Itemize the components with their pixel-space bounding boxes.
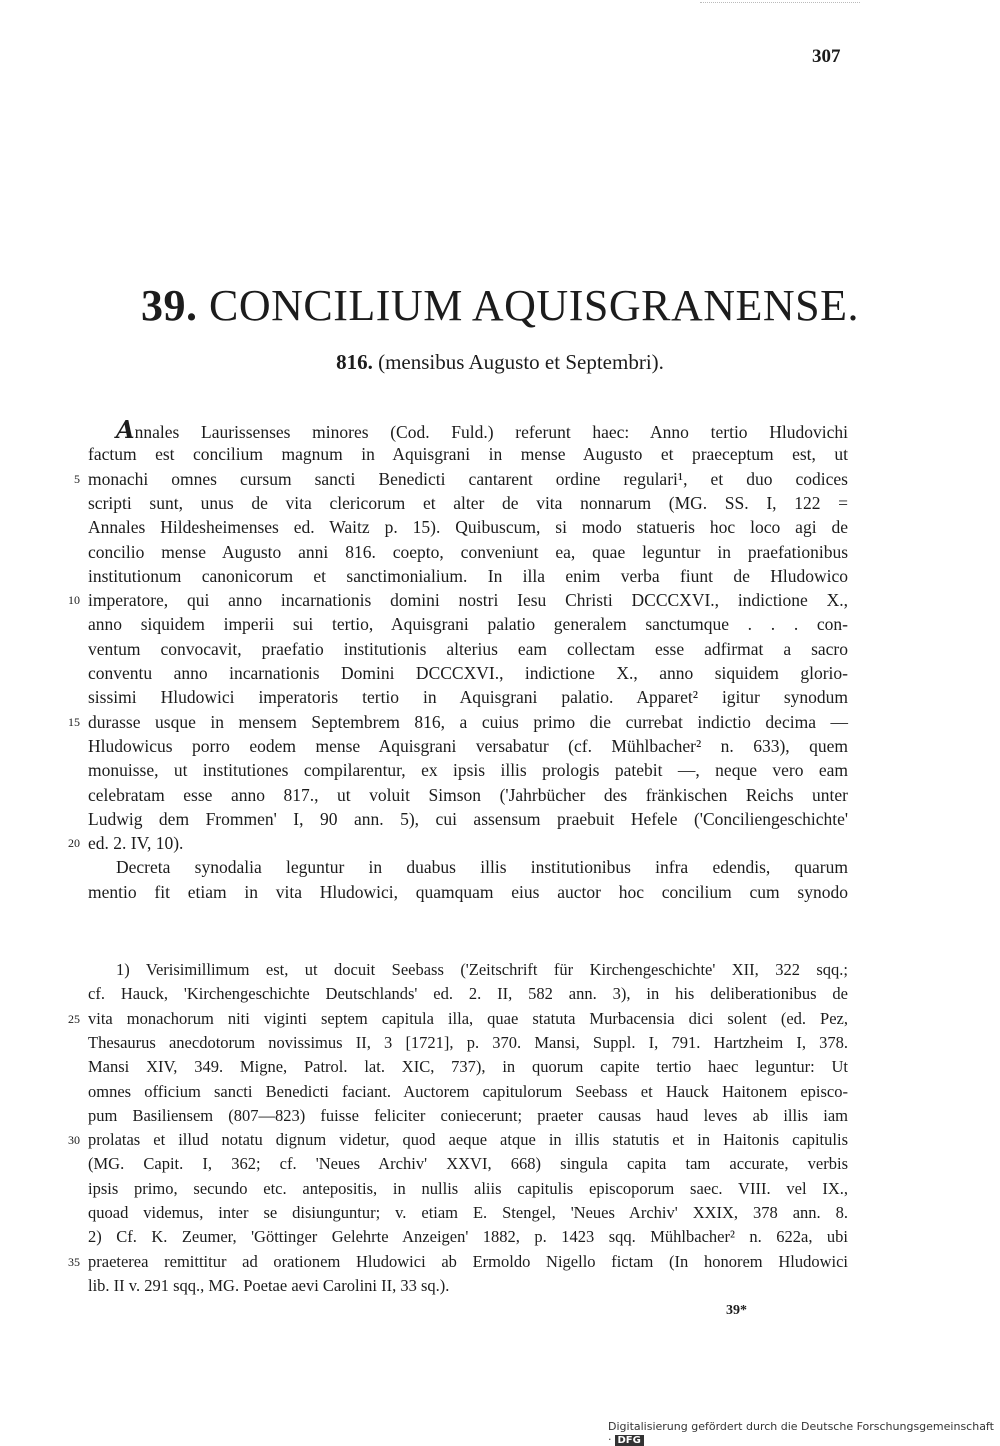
text-line [88, 1128, 848, 1152]
line-text: institutionum canonicorum et sanctimonialium. In illa enim verba fiunt de Hludowico [88, 565, 848, 586]
line-text: Hludowicus porro eodem mense Aquisgrani versabatur (cf. Mühlbacher² n. 633), quem [88, 735, 848, 756]
text-line [88, 734, 848, 758]
line-text: Decreta synodalia leguntur in duabus illis institutionibus infra edendis, quarum [116, 857, 848, 878]
line-number: 20 [68, 836, 80, 851]
chapter-title-text: CONCILIUM AQUISGRANENSE. [208, 281, 860, 330]
scan-edge-mark [700, 2, 860, 7]
line-text: praeterea remittitur ad orationem Hludowici ab Ermoldo Nigello fictam (In honorem Hludowici [88, 1251, 848, 1271]
text-line [88, 467, 848, 491]
line-text: monachi omnes cursum sancti Benedicti cantarent ordine regulari¹, et duo codices [88, 468, 848, 489]
text-line [88, 685, 848, 709]
line-text: quoad videmus, inter se disiunguntur; v. etiam E. Stengel, 'Neues Archiv' XXIX, 378 ann. 8. [88, 1203, 848, 1222]
line-text: concilio mense Augusto anni 816. coepto, conveniunt ea, quae leguntur in praefationibus [88, 541, 848, 562]
line-text: 1) Verisimillimum est, ut docuit Seebass ('Zeitschrift für Kirchengeschichte' XII, 322 sqq.; [116, 960, 848, 979]
text-line [88, 540, 848, 564]
line-text: monuisse, ut institutiones compilarentur, ex ipsis illis prologis patebit —, neque vero eam [88, 760, 848, 781]
text-line [88, 661, 848, 685]
text-line [88, 783, 848, 807]
line-text: celebratam esse anno 817., ut voluit Simson ('Jahrbücher des fränkischen Reichs unter [88, 784, 848, 805]
line-text: durasse usque in mensem Septembrem 816, a cuius primo die currebat indictio decima — [88, 711, 848, 732]
text-line [88, 710, 848, 734]
line-text: omnes officium sancti Benedicti faciant. Auctorem capitulorum Seebass et Hauck Haitonem episco- [88, 1081, 848, 1101]
text-line [88, 564, 848, 588]
line-text: Ludwig dem Frommen' I, 90 ann. 5), cui assensum praebuit Hefele ('Conciliengeschichte' [88, 808, 848, 829]
line-number: 25 [68, 1011, 80, 1026]
digitization-credit [608, 1420, 1000, 1446]
text-line [116, 855, 848, 879]
text-line [88, 588, 848, 612]
chapter-title [0, 280, 1000, 331]
text-line [88, 758, 848, 782]
chapter-subtitle [0, 350, 1000, 375]
dfg-logo: DFG [615, 1435, 644, 1446]
line-text: nnales Laurissenses minores (Cod. Fuld.) referunt haec: Anno tertio Hludovichi [134, 422, 848, 442]
line-text: mentio fit etiam in vita Hludowici, quamquam eius auctor hoc concilium cum synodo [88, 881, 848, 902]
initial-letter: A [116, 415, 135, 444]
text-line [88, 491, 848, 515]
line-text: sissimi Hludowici imperatoris tertio in Aquisgrani palatio. Apparet² igitur synodum [88, 687, 848, 708]
line-number: 15 [68, 714, 80, 729]
page-number: 307 [812, 46, 841, 67]
line-text: cf. Hauck, 'Kirchengeschichte Deutschlands' ed. 2. II, 582 ann. 3), in his deliberationibus de [88, 984, 848, 1004]
line-number: 30 [68, 1133, 80, 1148]
text-line [88, 1104, 848, 1128]
line-text: ventum convocavit, praefatio institutionis alterius eam collectam esse adfirmat a sacro [88, 638, 848, 659]
subtitle-year: 816. [336, 350, 373, 374]
text-line [88, 442, 848, 466]
line-text: (MG. Capit. I, 362; cf. 'Neues Archiv' XXVI, 668) singula capita tam accurate, verbis [88, 1154, 848, 1174]
line-text: ed. 2. IV, 10). [88, 833, 184, 854]
chapter-number: 39. [140, 281, 198, 330]
line-text: lib. II v. 291 sqq., MG. Poetae aevi Carolini II, 33 sq.). [88, 1275, 450, 1295]
line-text: conventu anno incarnationis Domini DCCCXVI., indictione X., anno siquidem glorio- [88, 663, 848, 683]
credit-text: Digitalisierung gefördert durch die Deutsche Forschungsgemeinschaft · [608, 1420, 994, 1446]
line-text: vita monachorum niti viginti septem capitula illa, quae statuta Murbacensia dici solent (ed. Pez, [88, 1008, 848, 1028]
line-text: imperatore, qui anno incarnationis domini nostri Iesu Christi DCCCXVI., indictione X., [88, 590, 848, 611]
text-line [88, 1080, 848, 1104]
text-line [88, 1007, 848, 1031]
text-line [88, 1152, 848, 1176]
text-line [88, 1177, 848, 1201]
text-line [88, 637, 848, 661]
line-text: Thesaurus anecdotorum novissimus II, 3 [1721], p. 370. Mansi, Suppl. I, 791. Hartzheim I, 378. [88, 1032, 848, 1052]
text-line [88, 1250, 848, 1274]
line-text: prolatas et illud notatu dignum videtur, quod aeque atque in illis statutis et in Haitonis capitulis [88, 1130, 848, 1150]
line-text: pum Basiliensem (807—823) fuisse feliciter coniecerunt; praeter causas haud leves ab illis iam [88, 1105, 848, 1125]
subtitle-text: (mensibus Augusto et Septembri). [378, 350, 664, 374]
text-line [88, 612, 848, 636]
line-text: Mansi XIV, 349. Migne, Patrol. lat. XIC, 737), in quorum capite tertio haec leguntur: Ut [88, 1057, 848, 1077]
line-number: 10 [68, 593, 80, 608]
text-line [88, 831, 848, 855]
text-line [88, 1031, 848, 1055]
line-text: Annales Hildesheimenses ed. Waitz p. 15). Quibuscum, si modo statueris hoc loco agi de [88, 517, 848, 538]
text-line [88, 982, 848, 1006]
text-line [116, 958, 848, 982]
text-line [88, 880, 848, 904]
text-line [88, 1201, 848, 1225]
line-text: anno siquidem imperii sui tertio, Aquisgrani palatio generalem sanctumque . . . con- [88, 614, 848, 635]
line-number: 5 [74, 471, 80, 486]
line-text: scripti sunt, unus de vita clericorum et alter de vita nonnarum (MG. SS. I, 122 = [88, 492, 848, 513]
text-line [88, 807, 848, 831]
line-number: 35 [68, 1254, 80, 1269]
text-line [88, 515, 848, 539]
text-line [88, 1225, 848, 1249]
line-text: 2) Cf. K. Zeumer, 'Göttinger Gelehrte Anzeigen' 1882, p. 1423 sqq. Mühlbacher² n. 622a, ubi [88, 1227, 848, 1247]
text-line [88, 1055, 848, 1079]
text-line [88, 1274, 848, 1298]
line-text: ipsis primo, secundo etc. antepositis, in nullis aliis capitulis episcoporum saec. VIII. vel IX., [88, 1178, 848, 1198]
text-line [116, 415, 848, 444]
signature-mark: 39* [726, 1303, 747, 1318]
line-text: factum est concilium magnum in Aquisgrani in mense Augusto et praeceptum est, ut [88, 444, 848, 465]
